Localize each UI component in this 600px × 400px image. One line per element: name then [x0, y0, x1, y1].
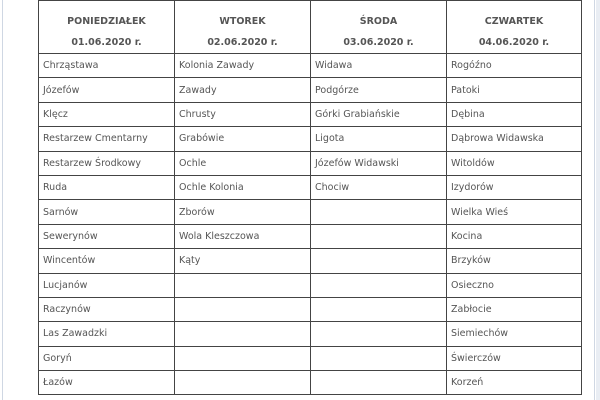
day-date: 01.06.2020 r.: [71, 37, 142, 48]
table-row: [39, 346, 582, 370]
header-row: [39, 1, 582, 54]
village-cell-wednesday: [311, 322, 447, 346]
village-cell-wednesday: Podgórze: [311, 78, 447, 102]
village-cell-monday: Restarzew Cmentarny: [39, 127, 175, 151]
village-cell-wednesday: Widawa: [311, 54, 447, 78]
village-cell-monday: Józefów: [39, 78, 175, 102]
table-row: [39, 273, 582, 297]
village-cell-thursday: Dębina: [447, 102, 582, 126]
village-cell-tuesday: [175, 273, 311, 297]
village-cell-tuesday: Wola Kleszczowa: [175, 224, 311, 248]
village-cell-wednesday: [311, 297, 447, 321]
village-cell-tuesday: Zawady: [175, 78, 311, 102]
table-row: [39, 175, 582, 199]
village-cell-thursday: Brzyków: [447, 249, 582, 273]
village-cell-wednesday: [311, 200, 447, 224]
village-cell-monday: Restarzew Środkowy: [39, 151, 175, 175]
header-monday: [39, 1, 175, 54]
village-cell-tuesday: [175, 346, 311, 370]
collection-schedule-table: [38, 0, 582, 395]
village-cell-wednesday: Górki Grabiańskie: [311, 102, 447, 126]
day-date: 02.06.2020 r.: [207, 37, 278, 48]
table-row: [39, 78, 582, 102]
table-row: [39, 224, 582, 248]
village-cell-tuesday: Kąty: [175, 249, 311, 273]
village-cell-wednesday: Ligota: [311, 127, 447, 151]
day-name: ŚRODA: [359, 16, 398, 27]
village-cell-thursday: Patoki: [447, 78, 582, 102]
header-tuesday: [175, 1, 311, 54]
village-cell-tuesday: Chrusty: [175, 102, 311, 126]
header-thursday: [447, 1, 582, 54]
village-cell-thursday: Dąbrowa Widawska: [447, 127, 582, 151]
village-cell-tuesday: Grabówie: [175, 127, 311, 151]
village-cell-monday: Sarnów: [39, 200, 175, 224]
village-cell-wednesday: Józefów Widawski: [311, 151, 447, 175]
day-name: WTOREK: [219, 16, 266, 27]
table-row: [39, 102, 582, 126]
right-edge-shadow: [596, 0, 600, 400]
village-cell-thursday: Siemiechów: [447, 322, 582, 346]
village-cell-wednesday: Chociw: [311, 175, 447, 199]
village-cell-thursday: Izydorów: [447, 175, 582, 199]
village-cell-monday: Sewerynów: [39, 224, 175, 248]
village-cell-thursday: Osieczno: [447, 273, 582, 297]
day-name: PONIEDZIAŁEK: [67, 16, 146, 27]
village-cell-wednesday: [311, 273, 447, 297]
day-name: CZWARTEK: [484, 16, 544, 27]
village-cell-tuesday: Ochle Kolonia: [175, 175, 311, 199]
village-cell-tuesday: [175, 371, 311, 395]
village-cell-tuesday: [175, 297, 311, 321]
day-date: 04.06.2020 r.: [478, 37, 550, 48]
village-cell-monday: Wincentów: [39, 249, 175, 273]
village-cell-wednesday: [311, 346, 447, 370]
village-cell-monday: Goryń: [39, 346, 175, 370]
village-cell-tuesday: Ochle: [175, 151, 311, 175]
left-edge-line: [2, 0, 3, 400]
village-cell-thursday: Korzeń: [447, 371, 582, 395]
right-edge-line: [594, 0, 595, 400]
village-cell-thursday: Świerczów: [447, 346, 582, 370]
day-date: 03.06.2020 r.: [343, 37, 414, 48]
village-cell-thursday: Kocina: [447, 224, 582, 248]
table-body: [39, 54, 582, 395]
village-cell-thursday: Wielka Wieś: [447, 200, 582, 224]
table-row: [39, 322, 582, 346]
village-cell-monday: Klęcz: [39, 102, 175, 126]
table-row: [39, 151, 582, 175]
village-cell-monday: Chrząstawa: [39, 54, 175, 78]
table-header: [39, 1, 582, 54]
village-cell-monday: Łazów: [39, 371, 175, 395]
header-wednesday: [311, 1, 447, 54]
table-row: [39, 249, 582, 273]
village-cell-tuesday: Kolonia Zawady: [175, 54, 311, 78]
village-cell-tuesday: Zborów: [175, 200, 311, 224]
table-row: [39, 297, 582, 321]
village-cell-wednesday: [311, 224, 447, 248]
table-row: [39, 200, 582, 224]
village-cell-monday: Las Zawadzki: [39, 322, 175, 346]
village-cell-wednesday: [311, 371, 447, 395]
table-row: [39, 54, 582, 78]
village-cell-thursday: Witoldów: [447, 151, 582, 175]
village-cell-monday: Ruda: [39, 175, 175, 199]
village-cell-wednesday: [311, 249, 447, 273]
village-cell-monday: Lucjanów: [39, 273, 175, 297]
village-cell-tuesday: [175, 322, 311, 346]
village-cell-thursday: Zabłocie: [447, 297, 582, 321]
table-row: [39, 127, 582, 151]
village-cell-thursday: Rogóźno: [447, 54, 582, 78]
table-row: [39, 371, 582, 395]
village-cell-monday: Raczynów: [39, 297, 175, 321]
